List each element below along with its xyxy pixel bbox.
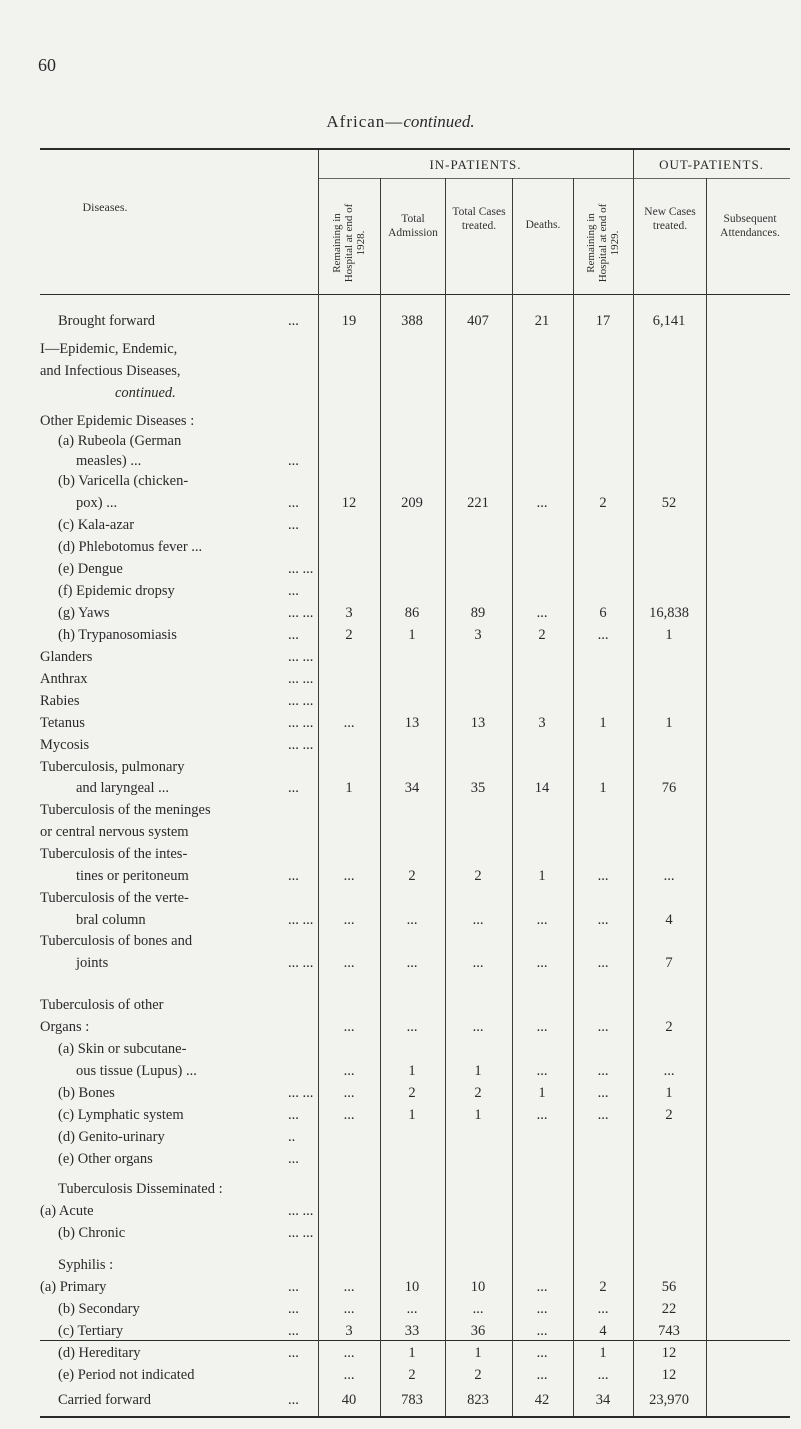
leader-dots: ... ...: [288, 605, 314, 621]
table-cell: 40: [341, 1392, 357, 1408]
row-label: (d) Phlebotomus fever ...: [58, 539, 203, 555]
table-cell: 2: [408, 1085, 416, 1101]
table-cell: 17: [595, 313, 611, 329]
table-cell: 1: [665, 1085, 673, 1101]
row-label: and Infectious Diseases,: [40, 363, 181, 379]
table-cell: 388: [401, 313, 423, 329]
leader-dots: ...: [288, 1323, 299, 1339]
table-cell: 86: [404, 605, 420, 621]
leader-dots: ...: [288, 1279, 299, 1295]
row-label: (f) Epidemic dropsy ...: [58, 583, 299, 599]
table-cell: ...: [343, 868, 355, 884]
row-label: (h) Trypanosomiasis ...: [58, 627, 299, 643]
row-label: Syphilis :: [58, 1257, 114, 1273]
leader-dots: ... ...: [288, 1225, 314, 1241]
table-cell: 3: [474, 627, 482, 643]
row-label: tines or peritoneum ...: [76, 868, 299, 884]
row-label: Anthrax ... ...: [40, 671, 314, 687]
table-cell: 1: [474, 1107, 482, 1123]
leader-dots: ... ...: [288, 1203, 314, 1219]
table-cell: ...: [597, 1301, 609, 1317]
table-cell: ...: [343, 1279, 355, 1295]
row-label: (g) Yaws ... ...: [58, 605, 314, 621]
table-cell: 1: [599, 715, 607, 731]
table-cell: ...: [343, 1107, 355, 1123]
row-label: (d) Hereditary ...: [58, 1345, 299, 1361]
table-cell: 13: [404, 715, 420, 731]
table-cell: 89: [470, 605, 486, 621]
row-label: or central nervous system: [40, 824, 189, 840]
table-cell: 2: [474, 868, 482, 884]
table-cell: 823: [467, 1392, 489, 1408]
table-cell: 2: [538, 627, 546, 643]
table-cell: ...: [343, 1345, 355, 1361]
leader-dots: ...: [288, 780, 299, 796]
table-cell: ...: [343, 1367, 355, 1383]
table-cell: 2: [408, 868, 416, 884]
table-cell: 42: [534, 1392, 550, 1408]
row-label: pox) ... ...: [76, 495, 299, 511]
row-label: (c) Tertiary ...: [58, 1323, 299, 1339]
row-label: (b) Bones ... ...: [58, 1085, 314, 1101]
table-cell: 6,141: [652, 313, 686, 329]
bottom-rule: [40, 1416, 790, 1418]
row-label: Tuberculosis Disseminated :: [58, 1181, 223, 1197]
table-cell: ...: [597, 1063, 609, 1079]
table-cell: ...: [536, 605, 548, 621]
table-cell: ...: [536, 1301, 548, 1317]
table-cell: 12: [661, 1345, 677, 1361]
leader-dots: ...: [288, 313, 299, 329]
table-cell: 1: [474, 1345, 482, 1361]
table-cell: 1: [474, 1063, 482, 1079]
table-cell: 12: [661, 1367, 677, 1383]
table-cell: ...: [406, 1301, 418, 1317]
table-cell: ...: [536, 1367, 548, 1383]
leader-dots: ...: [288, 495, 299, 511]
table-cell: 10: [470, 1279, 486, 1295]
table-cell: 23,970: [649, 1392, 689, 1408]
row-label: ous tissue (Lupus) ...: [76, 1063, 197, 1079]
table-cell: 2: [408, 1367, 416, 1383]
diseases-header: Diseases.: [82, 200, 128, 214]
leader-dots: ...: [288, 627, 299, 643]
row-label: I—Epidemic, Endemic,: [40, 341, 178, 357]
leader-dots: ... ...: [288, 715, 314, 731]
leader-dots: ...: [288, 1345, 299, 1361]
table-cell: 35: [470, 780, 486, 796]
table-cell: 4: [599, 1323, 607, 1339]
row-label: (b) Varicella (chicken-: [58, 473, 189, 489]
top-rule: [40, 148, 790, 150]
table-cell: ...: [343, 912, 355, 928]
leader-dots: ... ...: [288, 649, 314, 665]
leader-dots: ...: [288, 1151, 299, 1167]
table-cell: ...: [597, 1367, 609, 1383]
subheader-rule: [318, 178, 790, 179]
table-cell: ...: [472, 1019, 484, 1035]
table-cell: 56: [661, 1279, 677, 1295]
table-cell: 1: [408, 1107, 416, 1123]
table-cell: 2: [665, 1019, 673, 1035]
table-cell: 1: [408, 1063, 416, 1079]
table-cell: ...: [472, 955, 484, 971]
title-continued: continued.: [403, 112, 475, 131]
leader-dots: ... ...: [288, 737, 314, 753]
leader-dots: ... ...: [288, 671, 314, 687]
row-label: Glanders ... ...: [40, 649, 314, 665]
table-cell: 1: [665, 715, 673, 731]
table-cell: ...: [663, 868, 675, 884]
row-label: Carried forward ...: [58, 1392, 299, 1408]
table-cell: ...: [663, 1063, 675, 1079]
table-cell: ...: [343, 1085, 355, 1101]
row-label: (c) Kala-azar ...: [58, 517, 299, 533]
row-label: (b) Chronic ... ...: [58, 1225, 314, 1241]
table-cell: 7: [665, 955, 673, 971]
row-label: (e) Period not indicated: [58, 1367, 195, 1383]
row-label: (d) Genito-urinary ..: [58, 1129, 296, 1145]
table-cell: 221: [467, 495, 489, 511]
table-cell: ...: [406, 1019, 418, 1035]
remaining-end-header: Remaining in Hospital at end of 1929.: [585, 203, 621, 283]
column-line: [380, 178, 381, 1416]
leader-dots: ... ...: [288, 912, 314, 928]
row-label: Tuberculosis of the intes-: [40, 846, 188, 862]
row-label: (a) Rubeola (German: [58, 433, 182, 449]
leader-dots: ...: [288, 1392, 299, 1408]
table-cell: 10: [404, 1279, 420, 1295]
table-cell: ...: [536, 1345, 548, 1361]
table-cell: 1: [599, 1345, 607, 1361]
table-cell: 2: [474, 1367, 482, 1383]
table-cell: 1: [665, 627, 673, 643]
table-cell: ...: [597, 627, 609, 643]
table-cell: ...: [536, 955, 548, 971]
row-label: (b) Secondary ...: [58, 1301, 299, 1317]
table-cell: 34: [595, 1392, 611, 1408]
table-cell: ...: [597, 1107, 609, 1123]
subsequent-header: Subsequent Attendances.: [720, 213, 780, 239]
row-label: Mycosis ... ...: [40, 737, 314, 753]
table-cell: 3: [538, 715, 546, 731]
table-cell: 6: [599, 605, 607, 621]
table-cell: 2: [665, 1107, 673, 1123]
new-cases-header: New Cases treated.: [644, 206, 696, 232]
leader-dots: ...: [288, 453, 299, 469]
table-cell: 783: [401, 1392, 423, 1408]
table-cell: 16,838: [649, 605, 689, 621]
in-patients-header: IN-PATIENTS.: [429, 157, 522, 172]
column-line: [445, 178, 446, 1416]
table-cell: ...: [536, 1107, 548, 1123]
leader-dots: ... ...: [288, 693, 314, 709]
leader-dots: ...: [288, 1301, 299, 1317]
table-cell: 13: [470, 715, 486, 731]
leader-dots: ... ...: [288, 1085, 314, 1101]
table-cell: ...: [597, 1019, 609, 1035]
table-cell: 12: [341, 495, 357, 511]
table-cell: 1: [599, 780, 607, 796]
table-cell: 1: [538, 868, 546, 884]
table-cell: 209: [401, 495, 423, 511]
table-cell: 2: [599, 495, 607, 511]
table-cell: ...: [536, 1323, 548, 1339]
row-label: continued.: [115, 385, 176, 401]
total-rule: [40, 1340, 790, 1341]
table-cell: ...: [406, 955, 418, 971]
table-cell: 1: [345, 780, 353, 796]
deaths-header: Deaths.: [525, 219, 561, 231]
leader-dots: ...: [288, 1107, 299, 1123]
row-label: Tuberculosis, pulmonary: [40, 759, 185, 775]
table-cell: 36: [470, 1323, 486, 1339]
table-cell: 76: [661, 780, 677, 796]
row-label: (a) Acute ... ...: [40, 1203, 314, 1219]
row-label: (e) Dengue ... ...: [58, 561, 314, 577]
leader-dots: ... ...: [288, 955, 314, 971]
leader-dots: ...: [288, 517, 299, 533]
row-label: (a) Primary ...: [40, 1279, 299, 1295]
leader-dots: ..: [288, 1129, 296, 1145]
row-label: Tuberculosis of the verte-: [40, 890, 189, 906]
row-label: (e) Other organs ...: [58, 1151, 299, 1167]
row-label: Rabies ... ...: [40, 693, 314, 709]
row-label: Tetanus ... ...: [40, 715, 314, 731]
table-cell: ...: [536, 1019, 548, 1035]
table-cell: 21: [534, 313, 550, 329]
table-cell: ...: [343, 1019, 355, 1035]
table-cell: ...: [343, 1301, 355, 1317]
leader-dots: ... ...: [288, 561, 314, 577]
row-label: Tuberculosis of the meninges: [40, 802, 211, 818]
table-cell: ...: [597, 912, 609, 928]
table-cell: 743: [658, 1323, 680, 1339]
page-title: [0, 112, 801, 132]
table-cell: ...: [536, 495, 548, 511]
table-cell: 52: [661, 495, 677, 511]
table-cell: ...: [597, 868, 609, 884]
row-label: measles) ... ...: [76, 453, 299, 469]
column-line: [512, 178, 513, 1416]
table-cell: 1: [408, 1345, 416, 1361]
leader-dots: ...: [288, 868, 299, 884]
table-cell: ...: [343, 1063, 355, 1079]
table-cell: 3: [345, 1323, 353, 1339]
table-cell: ...: [472, 1301, 484, 1317]
row-label: Other Epidemic Diseases :: [40, 413, 195, 429]
table-cell: 407: [467, 313, 489, 329]
table-cell: 14: [534, 780, 550, 796]
table-cell: ...: [406, 912, 418, 928]
table-cell: 33: [404, 1323, 420, 1339]
row-label: (c) Lymphatic system ...: [58, 1107, 299, 1123]
table-cell: 2: [474, 1085, 482, 1101]
table-cell: ...: [472, 912, 484, 928]
row-label: Brought forward ...: [58, 313, 299, 329]
row-label: Tuberculosis of bones and: [40, 933, 193, 949]
table-cell: 3: [345, 605, 353, 621]
table-cell: 22: [661, 1301, 677, 1317]
table-cell: 2: [599, 1279, 607, 1295]
table-cell: ...: [343, 715, 355, 731]
row-label: (a) Skin or subcutane-: [58, 1041, 187, 1057]
leader-dots: ...: [288, 583, 299, 599]
table-cell: ...: [536, 1063, 548, 1079]
total-cases-header: Total Cases treated.: [452, 206, 506, 232]
title-main: African—: [326, 112, 404, 131]
header-rule: [40, 294, 790, 295]
table-cell: ...: [536, 1279, 548, 1295]
table-cell: 19: [341, 313, 357, 329]
table-cell: 34: [404, 780, 420, 796]
table-cell: 1: [538, 1085, 546, 1101]
remaining-start-header: Remaining in Hospital at end of 1928.: [331, 203, 367, 283]
table-cell: 1: [408, 627, 416, 643]
column-line: [706, 178, 707, 1416]
table-cell: ...: [597, 955, 609, 971]
row-label: Tuberculosis of other: [40, 997, 164, 1013]
row-label: Organs :: [40, 1019, 90, 1035]
table-cell: ...: [597, 1085, 609, 1101]
table-cell: ...: [343, 955, 355, 971]
row-label: bral column ... ...: [76, 912, 314, 928]
row-label: joints ... ...: [76, 955, 314, 971]
total-admission-header: Total Admission: [388, 213, 438, 239]
table-cell: 2: [345, 627, 353, 643]
table-cell: 4: [665, 912, 673, 928]
out-patients-header: OUT-PATIENTS.: [659, 157, 764, 172]
row-label: and laryngeal ... ...: [76, 780, 299, 796]
page-number: 60: [38, 55, 56, 75]
column-line: [573, 178, 574, 1416]
table-cell: ...: [536, 912, 548, 928]
